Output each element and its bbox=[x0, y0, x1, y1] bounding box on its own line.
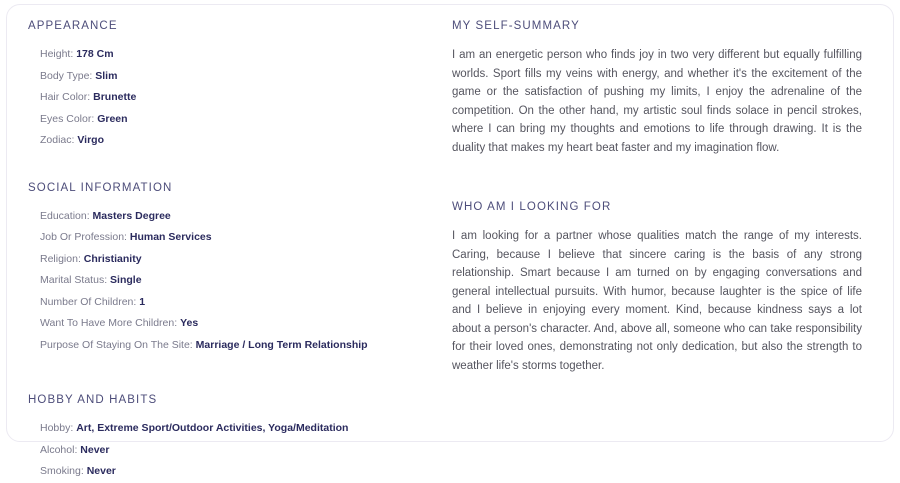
field-label: Smoking: bbox=[40, 465, 84, 477]
field-value: Brunette bbox=[93, 91, 137, 103]
field-label: Purpose Of Staying On The Site: bbox=[40, 338, 193, 351]
field-label: Body Type: bbox=[40, 69, 93, 82]
section-appearance bbox=[28, 20, 410, 152]
section-title-appearance: APPEARANCE bbox=[28, 20, 118, 32]
section-title-hobby-and-habits: HOBBY AND HABITS bbox=[28, 394, 158, 406]
field-hair-color bbox=[28, 87, 410, 109]
field-alcohol bbox=[28, 440, 410, 462]
field-value: Christianity bbox=[83, 252, 142, 265]
field-religion bbox=[28, 249, 410, 271]
field-purpose-of-staying bbox=[28, 335, 410, 357]
section-title-social-information: SOCIAL INFORMATION bbox=[28, 181, 173, 194]
field-value: Single bbox=[110, 274, 142, 286]
field-label: Want To Have More Children: bbox=[40, 317, 178, 329]
field-label: Eyes Color: bbox=[40, 112, 95, 125]
hobby-field-list bbox=[28, 418, 410, 483]
field-label: Alcohol: bbox=[40, 443, 78, 456]
appearance-field-list bbox=[28, 44, 410, 152]
field-eyes-color bbox=[28, 109, 410, 131]
field-value: Art, Extreme Sport/Outdoor Activities, Yoga/Meditation bbox=[76, 422, 349, 434]
field-value: Green bbox=[97, 112, 128, 125]
field-value: Slim bbox=[95, 69, 118, 82]
field-zodiac bbox=[28, 130, 410, 152]
profile-left-column bbox=[0, 0, 430, 477]
field-hobby bbox=[28, 418, 410, 440]
field-label: Hobby: bbox=[40, 422, 74, 434]
field-label: Hair Color: bbox=[40, 91, 91, 103]
field-smoking bbox=[28, 461, 410, 483]
field-want-more-children bbox=[28, 313, 410, 335]
field-value: 178 Cm bbox=[76, 48, 114, 60]
section-title-my-self-summary: MY SELF-SUMMARY bbox=[452, 20, 580, 32]
section-title-who-am-i-looking-for: WHO AM I LOOKING FOR bbox=[452, 201, 612, 213]
field-label: Zodiac: bbox=[40, 134, 75, 146]
section-social-information bbox=[28, 182, 410, 357]
field-value: Never bbox=[86, 465, 116, 477]
field-value: 1 bbox=[139, 295, 146, 308]
field-value: Marriage / Long Term Relationship bbox=[195, 338, 368, 351]
field-number-of-children bbox=[28, 292, 410, 314]
field-job-or-profession bbox=[28, 227, 410, 249]
section-who-am-i-looking-for bbox=[452, 201, 862, 375]
field-value: Human Services bbox=[129, 231, 212, 243]
field-label: Religion: bbox=[40, 252, 81, 265]
field-label: Education: bbox=[40, 209, 90, 222]
field-education bbox=[28, 206, 410, 228]
field-height bbox=[28, 44, 410, 66]
field-label: Marital Status: bbox=[40, 274, 108, 286]
looking-for-text: I am looking for a partner whose qualities match the range of my interests. Caring, because I believe that sincere caring is the basis of any strong relationship. Smart because I am turned on by engaging conversations and general intellectual pursuits. With humor, because laughter is the spice of life and I believe in enjoying every moment. Kind, because kindness says a lot about a person's character. And, above all, someone who can take responsibility for their loved ones, demonstrating not only dedication, but also the strength to weather life's storms together. bbox=[452, 230, 862, 372]
field-body-type bbox=[28, 66, 410, 88]
field-value: Masters Degree bbox=[92, 209, 171, 222]
field-label: Height: bbox=[40, 48, 74, 60]
social-field-list bbox=[28, 206, 410, 357]
section-hobby-and-habits bbox=[28, 394, 410, 483]
section-my-self-summary bbox=[452, 20, 862, 157]
self-summary-text: I am an energetic person who finds joy in two very different but equally fulfilling worlds. Sport fills my veins with energy, and whether it's the excitement of the game or the satisfaction of pushing my limits, I enjoy the adrenaline of the competition. On the other hand, my artistic soul finds solace in pencil strokes, where I can bring my thoughts and emotions to life through drawing. It is the duality that makes my heart beat faster and my imagination flow. bbox=[452, 49, 862, 154]
field-value: Yes bbox=[180, 317, 199, 329]
profile-right-column bbox=[430, 0, 900, 446]
field-value: Never bbox=[80, 443, 110, 456]
field-label: Job Or Profession: bbox=[40, 231, 127, 243]
field-label: Number Of Children: bbox=[40, 295, 137, 308]
field-marital-status bbox=[28, 270, 410, 292]
field-value: Virgo bbox=[77, 134, 105, 146]
